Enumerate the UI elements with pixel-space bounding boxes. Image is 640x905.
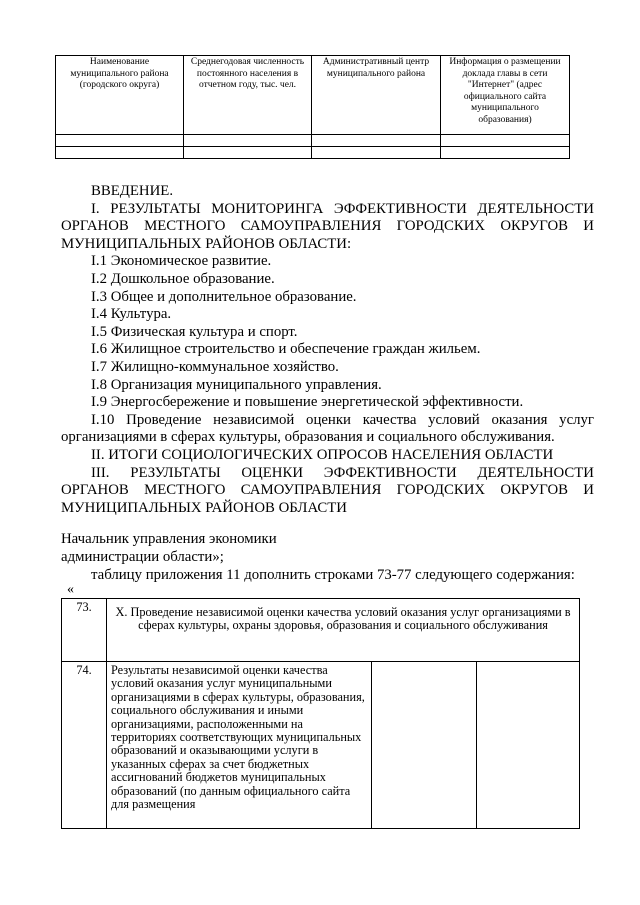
instruction-text: таблицу приложения 11 дополнить строками 73-77 следующего содержания: [91, 567, 575, 583]
indicator-text-cell: Результаты независимой оценки качества условий оказания услуг муниципальными организациями в сферах культуры, образования, социального обслуживания и иными организациями, расположенными на территориях соответствующих муниципальных образований и оказывающими услуги в указанных сферах за счет бюджетных ассигнований бюджетов муниципальных образований (по данным официального сайта для размещения [107, 662, 372, 829]
list-item: I.6 Жилищное строительство и обеспечение граждан жильем. [91, 341, 481, 358]
list-item: I.1 Экономическое развитие. [91, 253, 272, 270]
list-item: I.4 Культура. [91, 306, 172, 323]
empty-cell [372, 662, 477, 829]
population-table [55, 55, 570, 159]
list-item: I.10 Проведение независимой оценки качества условий оказания услуг организациями в сферах культуры, образования и социального обслуживания. [61, 411, 594, 446]
header-internet-info: Информация о размещении доклада главы в сети "Интернет" (адрес официального сайта муниципального образования) [441, 56, 570, 135]
row-number: 73. [62, 599, 107, 662]
section-3-heading: III. РЕЗУЛЬТАТЫ ОЦЕНКИ ЭФФЕКТИВНОСТИ ДЕЯТЕЛЬНОСТИ ОРГАНОВ МЕСТНОГО САМОУПРАВЛЕНИЯ ГОРОДСКИХ ОКРУГОВ И МУНИЦИПАЛЬНЫХ РАЙОНОВ ОБЛАСТИ [61, 464, 594, 516]
row-number: 74. [62, 662, 107, 829]
list-item: I.2 Дошкольное образование. [91, 270, 275, 287]
intro-heading: ВВЕДЕНИЕ. [91, 183, 174, 199]
table-row [62, 599, 580, 662]
signature-line-1: Начальник управления экономики [61, 531, 277, 547]
table-row [56, 135, 570, 147]
header-admin-center: Административный центр муниципального района [312, 56, 441, 135]
section-2-heading: II. ИТОГИ СОЦИОЛОГИЧЕСКИХ ОПРОСОВ НАСЕЛЕНИЯ ОБЛАСТИ [91, 446, 554, 463]
section-title-cell: X. Проведение независимой оценки качества условий оказания услуг организациями в сферах культуры, охраны здоровья, образования и социального обслуживания [107, 599, 580, 662]
list-item: I.9 Энергосбережение и повышение энергетической эффективности. [91, 394, 524, 411]
signature-block [61, 531, 277, 566]
header-population: Среднегодовая численность постоянного населения в отчетном году, тыс. чел. [184, 56, 312, 135]
appendix-table [61, 598, 580, 829]
contents-block [61, 183, 594, 517]
list-item: I.7 Жилищно-коммунальное хозяйство. [91, 358, 339, 375]
list-item: I.8 Организация муниципального управления. [91, 376, 382, 393]
opening-quote: « [67, 582, 74, 597]
section-1-heading: I. РЕЗУЛЬТАТЫ МОНИТОРИНГА ЭФФЕКТИВНОСТИ ДЕЯТЕЛЬНОСТИ ОРГАНОВ МЕСТНОГО САМОУПРАВЛЕНИЯ ГОРОДСКИХ ОКРУГОВ И МУНИЦИПАЛЬНЫХ РАЙОНОВ ОБЛАСТИ: [61, 200, 594, 252]
signature-line-2: администрации области»; [61, 548, 224, 565]
table-row [56, 147, 570, 159]
list-item: I.5 Физическая культура и спорт. [91, 323, 298, 340]
list-item: I.3 Общее и дополнительное образование. [91, 288, 357, 305]
table-row [62, 662, 580, 829]
header-district-name: Наименование муниципального района (городского округа) [56, 56, 184, 135]
empty-cell [477, 662, 580, 829]
